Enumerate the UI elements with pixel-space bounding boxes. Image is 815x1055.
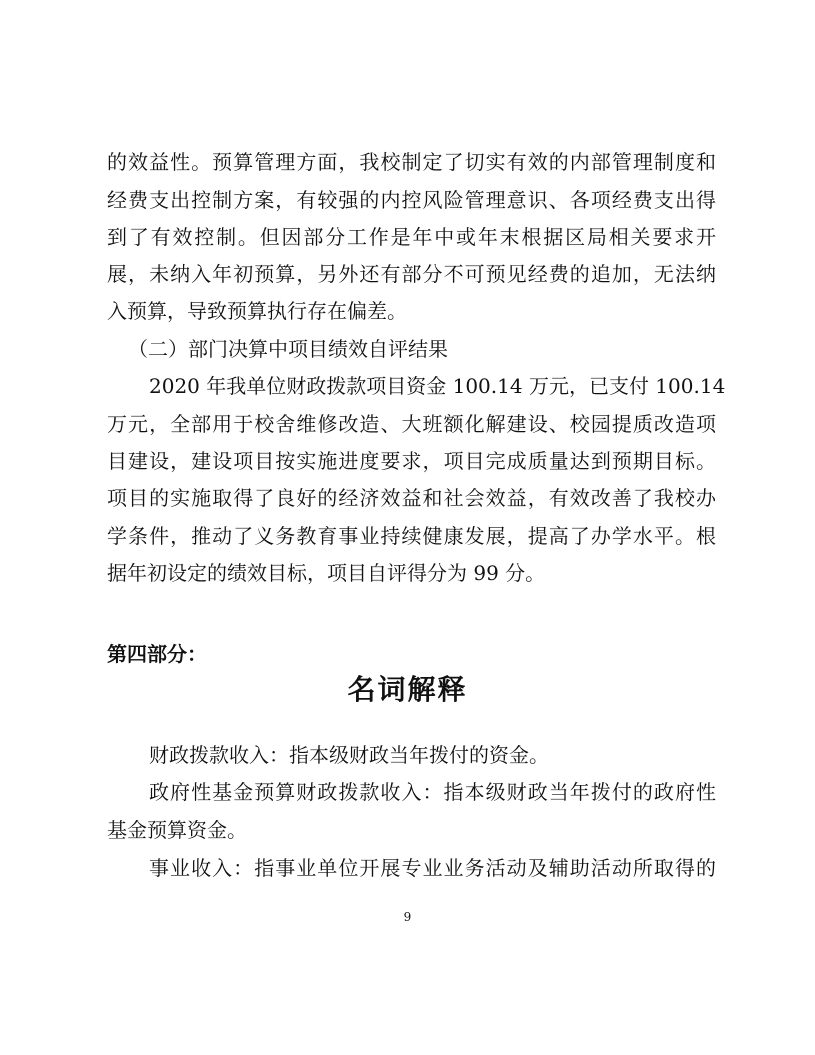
- text-line: 展，未纳入年初预算，另外还有部分不可预见经费的追加，无法纳: [107, 262, 716, 286]
- text-line: 学条件，推动了义务教育事业持续健康发展，提高了办学水平。根: [107, 524, 716, 548]
- text-line: 目建设，建设项目按实施进度要求，项目完成质量达到预期目标。: [107, 449, 716, 473]
- glossary-line: 财政拨款收入：指本级财政当年拨付的资金。: [149, 743, 549, 767]
- text-line: 的效益性。预算管理方面，我校制定了切实有效的内部管理制度和: [107, 150, 716, 174]
- text-line: 项目的实施取得了良好的经济效益和社会效益，有效改善了我校办: [107, 486, 716, 510]
- text-line: 经费支出控制方案，有较强的内控风险管理意识、各项经费支出得: [107, 188, 716, 212]
- text-line: 到了有效控制。但因部分工作是年中或年末根据区局相关要求开: [107, 225, 716, 249]
- glossary-line: 事业收入：指事业单位开展专业业务活动及辅助活动所取得的: [149, 856, 716, 880]
- text-line: 2020 年我单位财政拨款项目资金 100.14 万元，已支付 100.14: [149, 374, 726, 398]
- text-line: 万元，全部用于校舍维修改造、大班额化解建设、校园提质改造项: [107, 412, 716, 436]
- page-number: 9: [403, 910, 412, 924]
- section-label: 第四部分：: [107, 642, 207, 666]
- glossary-line: 基金预算资金。: [107, 818, 247, 842]
- text-line: 入预算，导致预算执行存在偏差。: [107, 299, 407, 323]
- subheading: （二）部门决算中项目绩效自评结果: [128, 337, 448, 361]
- text-line: 据年初设定的绩效目标，项目自评得分为 99 分。: [107, 561, 546, 585]
- section-title: 名词解释: [347, 673, 468, 706]
- glossary-line: 政府性基金预算财政拨款收入：指本级财政当年拨付的政府性: [149, 780, 716, 804]
